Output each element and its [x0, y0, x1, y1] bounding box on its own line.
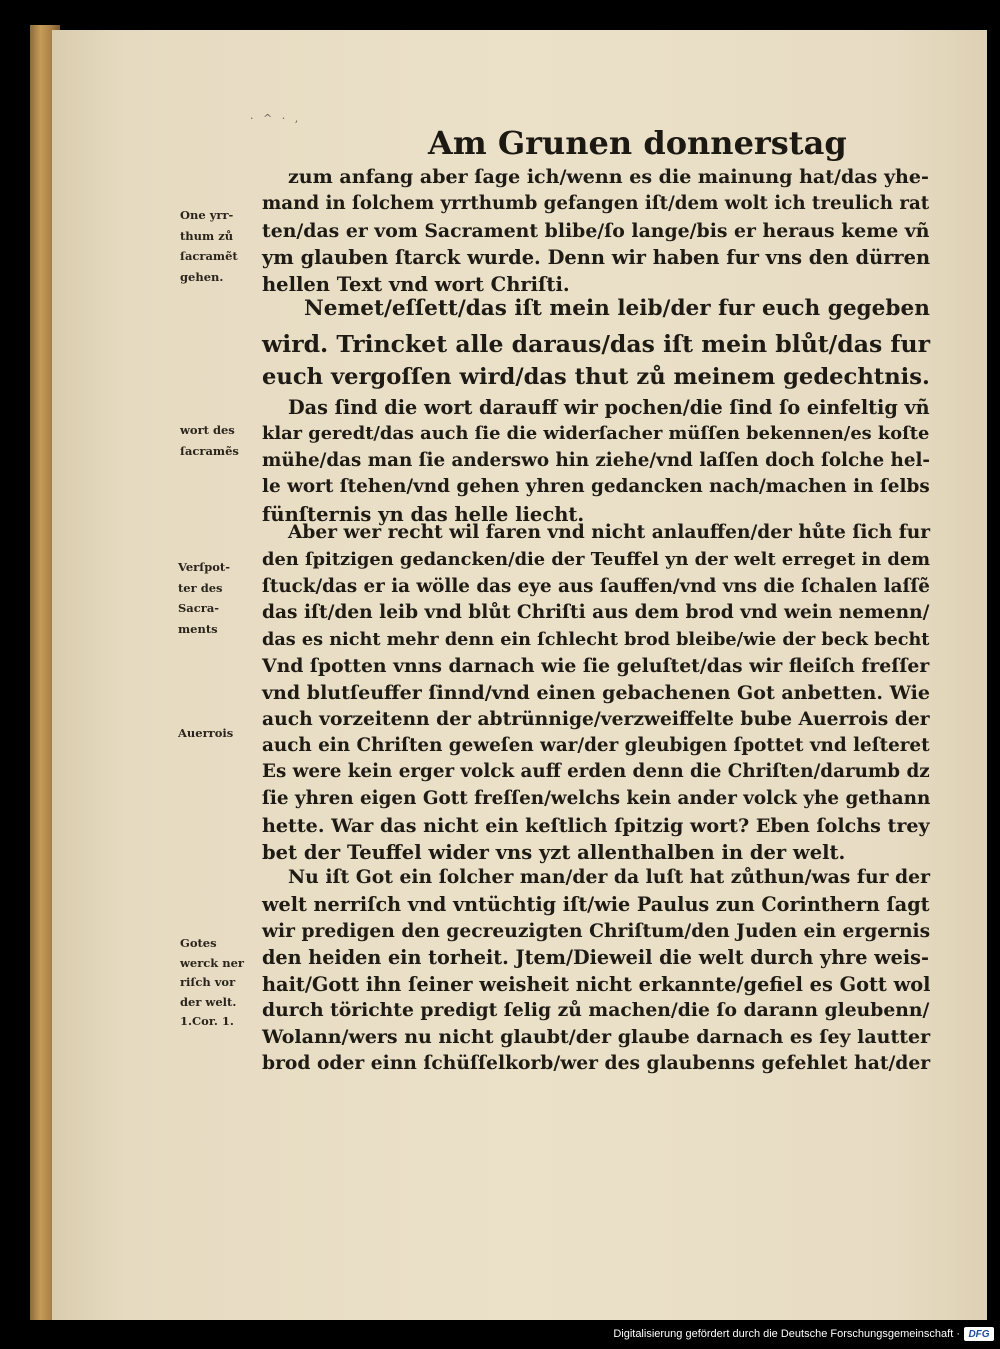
margin-note-line: One yrr- — [180, 208, 234, 222]
text-line: welt nerriſch vnd vntüchtig iſt/wie Paulus zun Corinthern ſagt — [262, 893, 930, 916]
margin-note-line: Auerrois — [178, 726, 234, 740]
text-line: bet der Teuffel wider vns yzt allenthalben in der welt. — [262, 841, 846, 864]
text-line: Nu iſt Got ein ſolcher man/der da luſt hat zůthun/was fur der — [288, 866, 930, 888]
text-line: durch törichte predigt ſelig zů machen/die ſo darann gleubenn/ — [262, 999, 930, 1021]
running-head: Am Grunen donnerstag — [428, 124, 847, 162]
text-line: klar geredt/das auch ſie die widerſacher müſſen bekennen/es koſte — [262, 423, 930, 444]
margin-note-line: riſch vor — [180, 975, 236, 989]
margin-note-line: werck ner — [180, 955, 244, 970]
text-line: ten/das er vom Sacrament blibe/ſo lange/bis er heraus keme vñ — [262, 220, 930, 242]
text-line: zum anfang aber ſage ich/wenn es die mainung hat/das yhe- — [288, 166, 929, 188]
text-line: wir predigen den gecreuzigten Chriſtum/den Juden ein ergernis — [262, 920, 931, 942]
margin-note-line: Verſpot- — [178, 560, 230, 574]
margin-note-line: wort des — [180, 423, 235, 437]
text-line: le wort ſtehen/vnd gehen yhren gedancken nach/machen in ſelbs — [262, 476, 930, 497]
text-line: Wolann/wers nu nicht glaubt/der glaube darnach es ſey lautter — [262, 1026, 931, 1048]
page-mark: · ^ · , — [250, 112, 302, 125]
text-line: mand in ſolchem yrrthumb gefangen iſt/dem wolt ich treulich rat — [262, 193, 930, 214]
text-line: vnd blutſeuffer ſinnd/vnd einen gebachenen Got anbetten. Wie — [262, 682, 930, 704]
dfg-logo-icon: DFG — [964, 1327, 994, 1341]
margin-note-line: Sacra- — [178, 601, 220, 615]
text-line: hait/Gott ihn ſeiner weisheit nicht erkannte/gefiel es Gott wol — [262, 973, 931, 996]
digitization-credit — [613, 1325, 994, 1343]
margin-note-line: ter des — [178, 580, 223, 595]
text-line: hellen Text vnd wort Chriſti. — [262, 273, 570, 296]
margin-note — [178, 562, 230, 635]
text-line: ſie yhren eigen Gott freſſen/welchs kein ander volck yhe gethann — [262, 788, 931, 809]
margin-note-line: der welt. — [180, 994, 237, 1009]
margin-note — [178, 728, 233, 740]
text-line: Es were kein erger volck auff erden denn die Chriſten/darumb dz — [262, 761, 930, 782]
text-line: das es nicht mehr denn ein ſchlecht brod bleibe/wie der beck becht — [262, 629, 930, 650]
quote-line: wird. Trincket alle daraus/das iſt mein blůt/das fur — [262, 330, 931, 358]
margin-note-line: ſacramẽs — [180, 443, 239, 458]
margin-note-line: gehen. — [180, 269, 224, 284]
text-line: ſtuck/das er ia wölle das eye aus ſauffen/vnd vns die ſchalen laſſẽ — [262, 576, 930, 597]
text-line: mühe/das man ſie anderswo hin ziehe/vnd laſſen doch ſolche hel- — [262, 450, 931, 471]
text-line: Vnd ſpotten vnns darnach wie ſie geluſtet/das wir fleiſch freſſer — [262, 655, 930, 677]
text-line: auch vorzeitenn der abtrünnige/verzweiffelte bube Auerrois der — [262, 708, 930, 730]
text-line: den ſpitzigen gedancken/die der Teuffel yn der welt erreget in dem — [262, 549, 931, 570]
text-line: auch ein Chriſten geweſen war/der gleubigen ſpottet vnd leſteret — [262, 735, 930, 756]
quote-line: euch vergoſſen wird/das thut zů meinem gedechtnis. — [262, 364, 930, 390]
margin-note-line: Gotes — [180, 936, 217, 950]
text-line: das iſt/den leib vnd blůt Chriſti aus dem brod vnd wein nemenn/ — [262, 602, 930, 623]
text-line: brod oder einn ſchüſſelkorb/wer des glaubenns gefehlet hat/der — [262, 1052, 931, 1074]
text-line: den heiden ein torheit. Jtem/Dieweil die welt durch yhre weis- — [262, 946, 929, 969]
quote-line: Nemet/eſſett/das iſt mein leib/der fur euch gegeben — [304, 296, 930, 321]
text-line: ym glauben ſtarck wurde. Denn wir haben fur vns den dürren — [262, 246, 931, 269]
margin-note-line: ments — [178, 621, 218, 636]
margin-note — [180, 938, 244, 1028]
margin-note-line: ſacramẽt — [180, 249, 238, 263]
text-line: fünſternis yn das helle liecht. — [262, 503, 585, 526]
text-line: Das ſind die wort darauff wir pochen/die ſind ſo einfeltig vñ — [288, 396, 930, 419]
margin-note — [180, 210, 238, 283]
credit-text: Digitalisierung gefördert durch die Deutsche Forschungsgemeinschaft · — [613, 1328, 960, 1340]
margin-note-line: 1.Cor. 1. — [180, 1014, 234, 1028]
text-line: Aber wer recht wil faren vnd nicht anlauffen/der hůte ſich fur — [288, 522, 931, 543]
margin-note — [180, 425, 239, 457]
text-line: hette. War das nicht ein keſtlich ſpitzig wort? Eben ſolchs trey — [262, 814, 930, 837]
margin-note-line: thum zů — [180, 228, 234, 243]
